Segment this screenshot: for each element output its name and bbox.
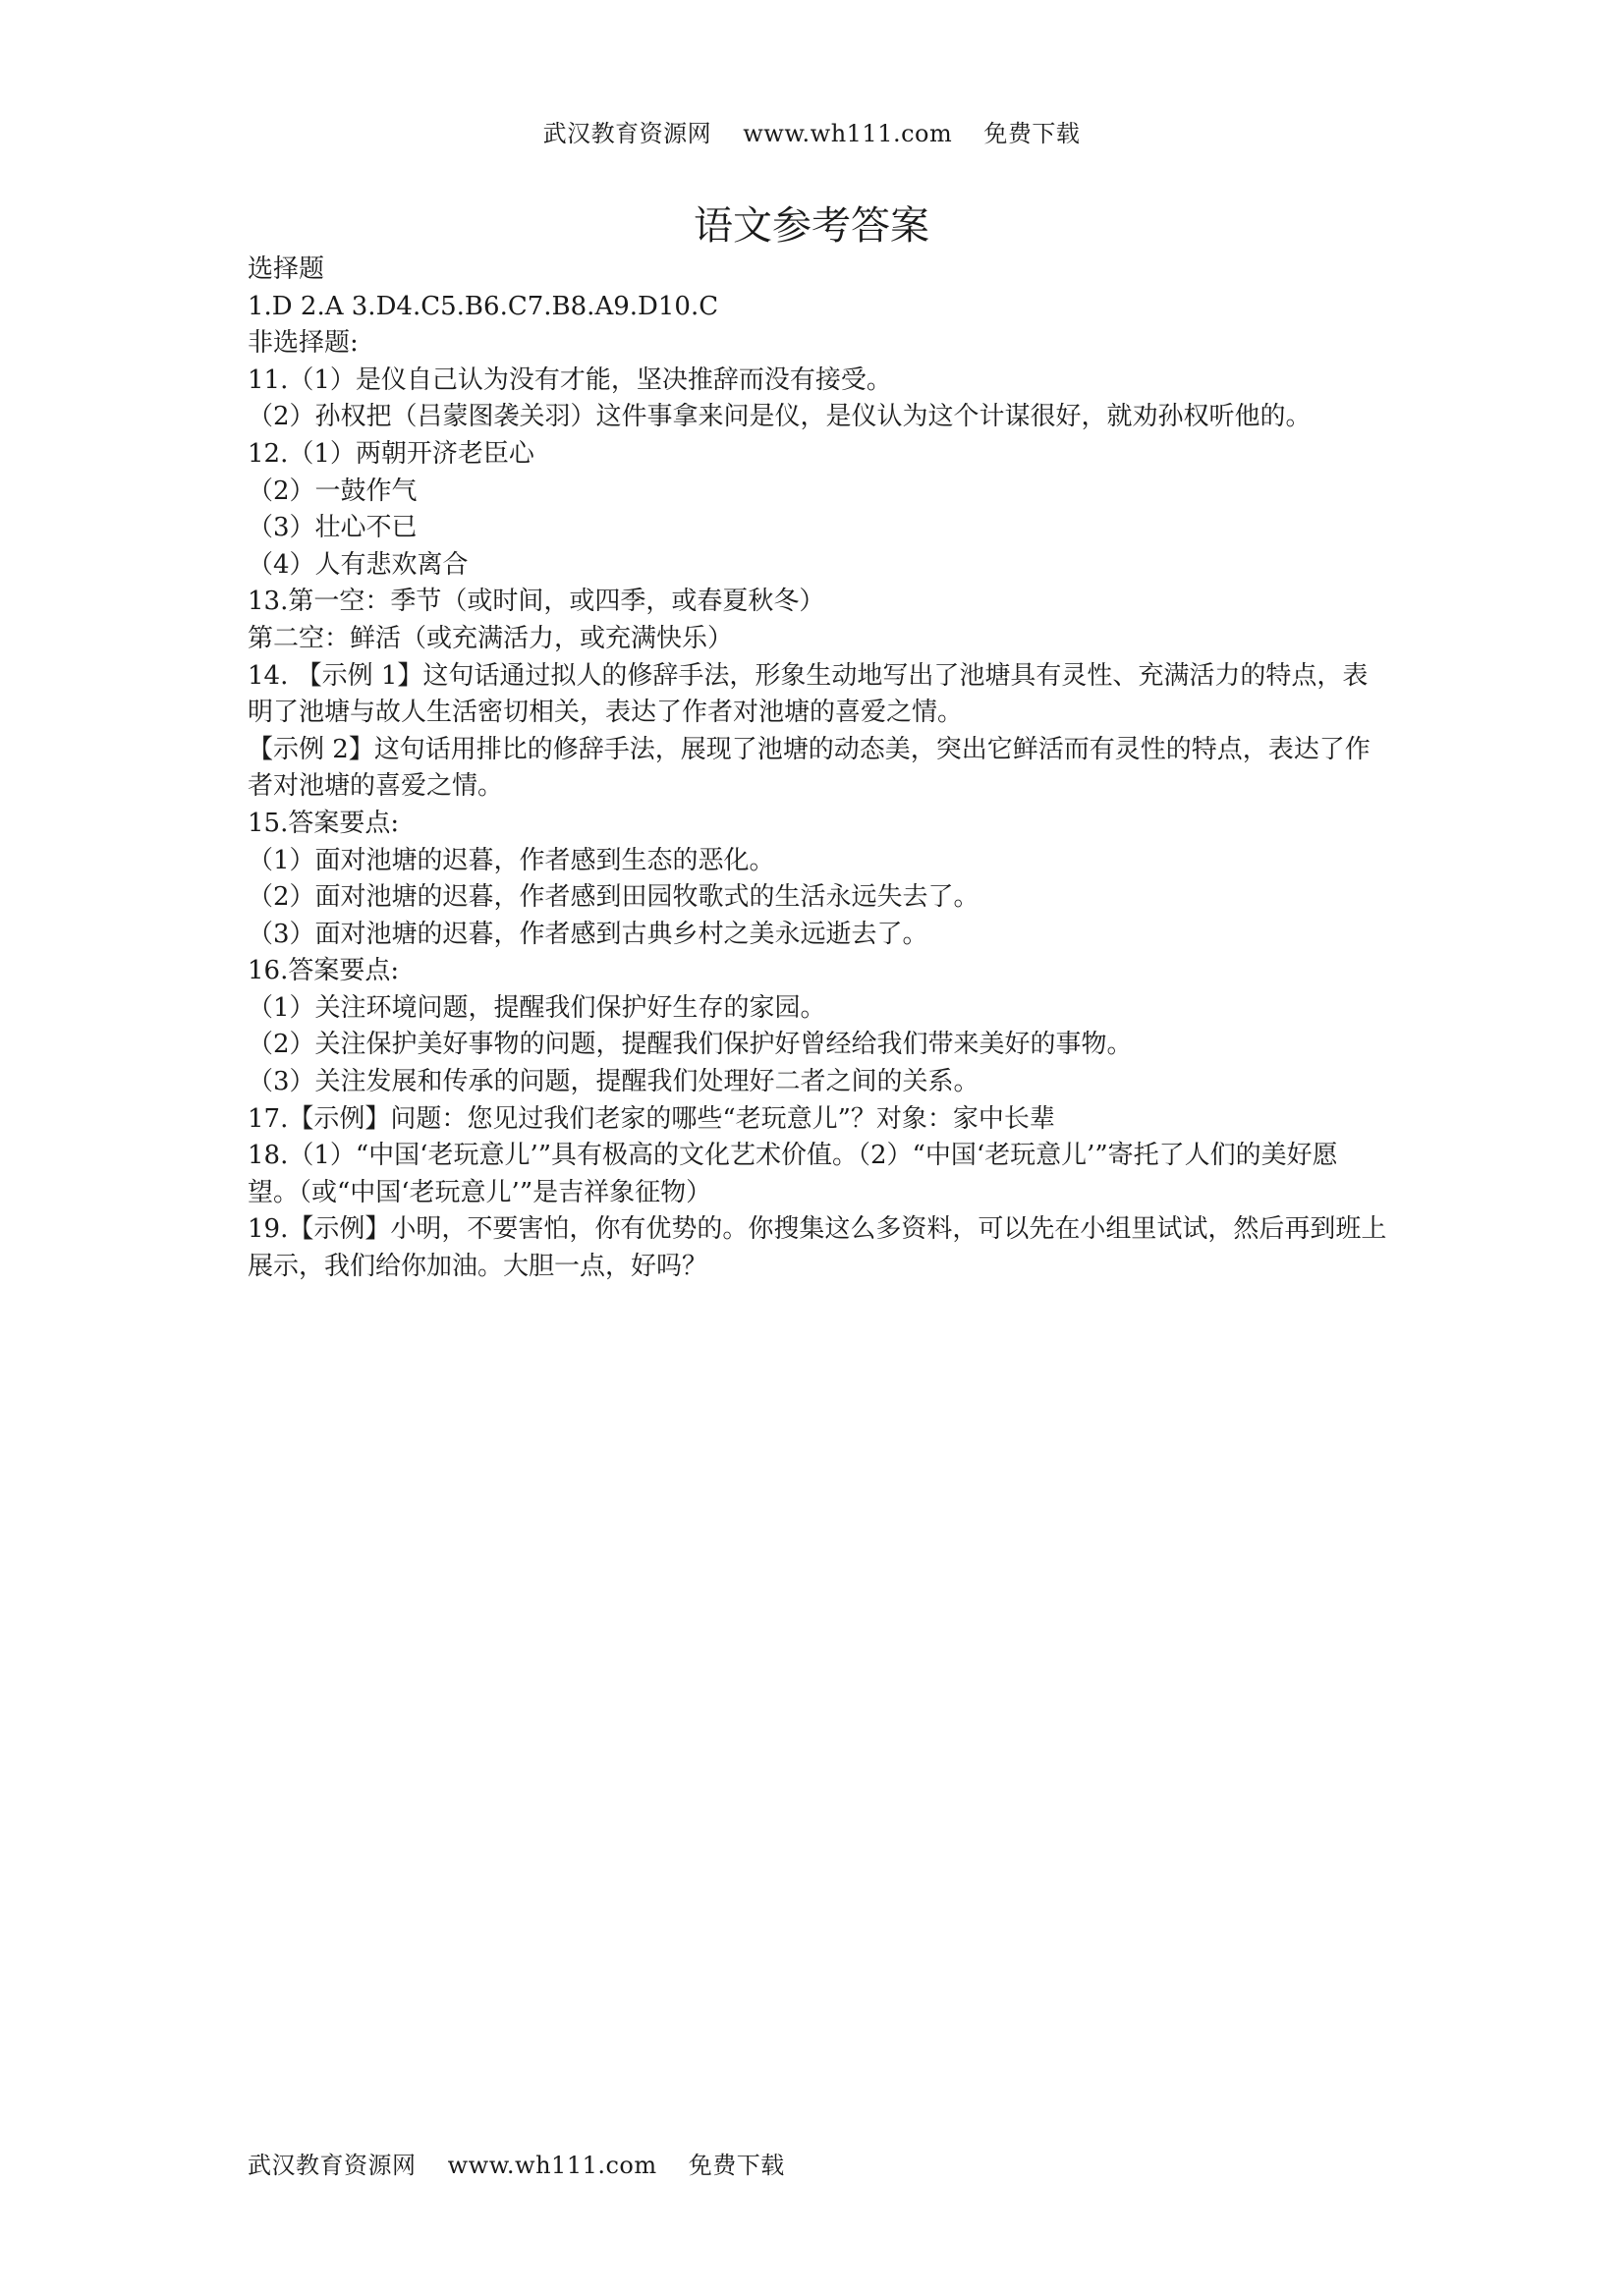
header-note: 免费下载 [983, 120, 1081, 147]
footer-url: www.wh111.com [447, 2152, 657, 2179]
text-line: （3）壮心不已 [248, 513, 418, 543]
text-line: （2）面对池塘的迟暮，作者感到田园牧歌式的生活永远失去了。 [248, 882, 979, 913]
text-line: （2）关注保护美好事物的问题，提醒我们保护好曾经给我们带来美好的事物。 [248, 1030, 1133, 1060]
text-line: （1）面对池塘的迟暮，作者感到生态的恶化。 [248, 845, 775, 875]
text-line: 【示例 2】这句话用排比的修辞手法，展现了池塘的动态美，突出它鲜活而有灵性的特点，表达了作者对池塘的喜爱之情。 [248, 734, 1371, 802]
header-url: www.wh111.com [743, 120, 953, 147]
text-line: （2）孙权把（吕蒙图袭关羽）这件事拿来问是仪，是仪认为这个计谋很好，就劝孙权听他的。 [248, 402, 1312, 432]
text-line: 14. 【示例 1】这句话通过拟人的修辞手法，形象生动地写出了池塘具有灵性、充满活力的特点，表明了池塘与故人生活密切相关，表达了作者对池塘的喜爱之情。 [248, 660, 1369, 728]
page-footer [248, 2146, 809, 2180]
text-line: 13.第一空：季节（或时间，或四季，或春夏秋冬） [248, 587, 825, 617]
text-line: 非选择题: [248, 328, 359, 359]
text-line: 19.【示例】小明，不要害怕，你有优势的。你搜集这么多资料，可以先在小组里试试，然后再到班上展示，我们给你加油。大胆一点，好吗？ [248, 1214, 1387, 1282]
text-line: （3）关注发展和传承的问题，提醒我们处理好二者之间的关系。 [248, 1067, 979, 1097]
answer-content [248, 252, 1387, 1286]
text-line: 17.【示例】问题：您见过我们老家的哪些“老玩意儿”？对象：家中长辈 [248, 1103, 1055, 1134]
text-line: 选择题 [248, 254, 325, 284]
header-site-name: 武汉教育资源网 [542, 120, 712, 147]
text-line: （3）面对池塘的迟暮，作者感到古典乡村之美永远逝去了。 [248, 919, 928, 949]
text-line: 16.答案要点: [248, 956, 400, 986]
text-line: （1）关注环境问题，提醒我们保护好生存的家园。 [248, 992, 826, 1023]
document-title: 语文参考答案 [694, 203, 929, 249]
page-header [0, 114, 1623, 148]
text-line: （4）人有悲欢离合 [248, 549, 469, 580]
text-line: 18.（1）“中国‘老玩意儿’”具有极高的文化艺术价值。（2）“中国‘老玩意儿’”寄托了人们的美好愿望。（或“中国‘老玩意儿’”是吉祥象征物） [248, 1141, 1338, 1207]
text-line: 15.答案要点: [248, 808, 400, 838]
footer-site-name: 武汉教育资源网 [248, 2152, 417, 2179]
footer-note: 免费下载 [688, 2152, 785, 2179]
text-line: （2）一鼓作气 [248, 476, 418, 506]
text-line: 1.D 2.A 3.D4.C5.B6.C7.B8.A9.D10.C [248, 291, 719, 321]
text-line: 11.（1）是仪自己认为没有才能，坚决推辞而没有接受。 [248, 364, 892, 395]
text-line: 第二空：鲜活（或充满活力，或充满快乐） [248, 623, 734, 653]
text-line: 12.（1）两朝开济老臣心 [248, 438, 534, 469]
